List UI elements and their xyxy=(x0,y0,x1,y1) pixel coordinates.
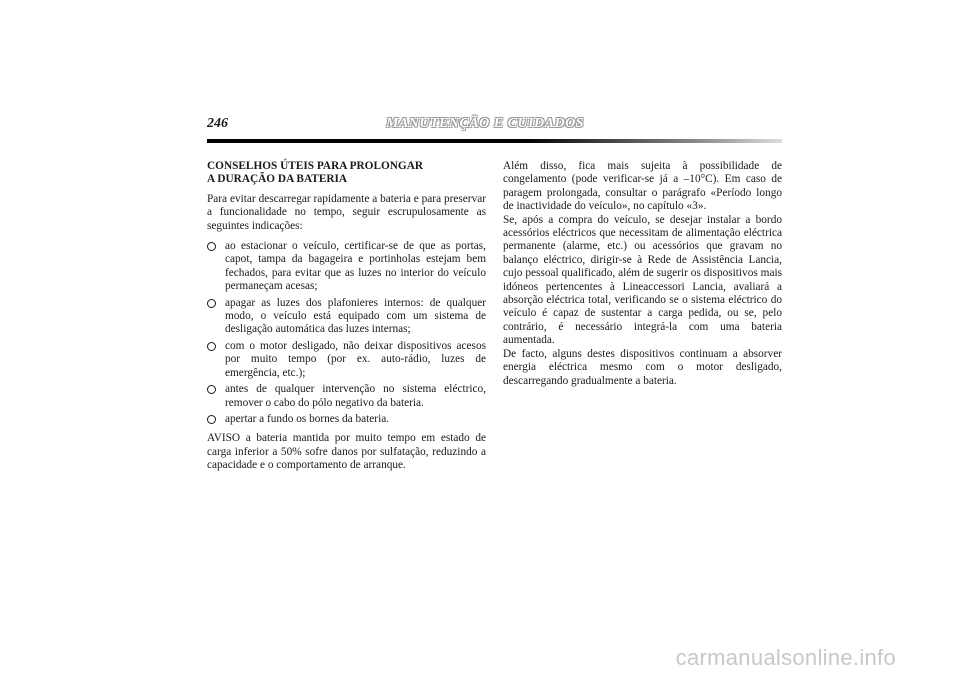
page-number: 246 xyxy=(207,116,228,131)
tips-list xyxy=(207,240,486,426)
header-rule xyxy=(207,139,782,143)
list-item-text: apagar as luzes dos plafonieres internos: de qualquer modo, o veículo está equipado com um sistema de desligação automática das luzes internas; xyxy=(225,296,486,336)
page-header xyxy=(207,116,782,138)
watermark: carmanualsonline.info xyxy=(675,645,896,670)
bullet-circle-icon xyxy=(207,299,216,308)
paragraph-absorption: De facto, alguns destes dispositivos continuam a absorver energia eléctrica mesmo com o motor desligado, descarregando gradualmente a bateria. xyxy=(503,347,782,387)
list-item xyxy=(207,240,486,294)
bullet-circle-icon xyxy=(207,242,216,251)
bullet-circle-icon xyxy=(207,385,216,394)
list-item xyxy=(207,297,486,337)
bullet-circle-icon xyxy=(207,415,216,424)
list-item xyxy=(207,340,486,380)
list-item-text: apertar a fundo os bornes da bateria. xyxy=(225,412,390,425)
heading-line-1: CONSELHOS ÚTEIS PARA PROLONGAR xyxy=(207,160,424,172)
intro-paragraph: Para evitar descarregar rapidamente a bateria e para preservar a funcionalidade no tempo, seguir escrupulosamente as seguintes indicações: xyxy=(207,192,486,232)
warning-paragraph: AVISO a bateria mantida por muito tempo em estado de carga inferior a 50% sofre danos por sulfatação, reduzindo a capacidade e o comportamento de arranque. xyxy=(207,432,486,472)
section-heading xyxy=(207,160,486,187)
section-title: MANUTENÇÃO E CUIDADOS xyxy=(386,116,584,131)
list-item-text: antes de qualquer intervenção no sistema eléctrico, remover o cabo do pólo negativo da bateria. xyxy=(225,383,486,409)
list-item-text: com o motor desligado, não deixar dispositivos acesos por muito tempo (por ex. auto-rádio, luzes de emergência, etc.); xyxy=(225,339,486,379)
paragraph-accessories: Se, após a compra do veículo, se desejar instalar a bordo acessórios eléctricos que necessitam de alimentação eléctrica permanente (alarme, etc.) ou acessórios que gravam no balanço eléctrico, dirigir-se à Rede de Assistência Lancia, cujo pessoal qualificado, além de sugerir os dispositivos mais idóneos pertencentes à Lineaccessori Lancia, avaliará a absorção eléctrica total, verificando se o sistema eléctrico do veículo é capaz de sustentar a carga pedida, ou se, pelo contrário, é necessário integrá-la com uma bateria aumentada. xyxy=(503,213,782,347)
heading-line-2: A DURAÇÃO DA BATERIA xyxy=(207,173,348,186)
list-item xyxy=(207,383,486,410)
paragraph-freezing: Além disso, fica mais sujeita à possibilidade de congelamento (pode verificar-se já a –10°C). Em caso de paragem prolongada, consultar o parágrafo «Período longo de inactividade do veículo», no capítulo «3». xyxy=(503,160,782,213)
bullet-circle-icon xyxy=(207,342,216,351)
left-column xyxy=(207,160,486,480)
right-column xyxy=(503,160,782,388)
list-item-text: ao estacionar o veículo, certificar-se de que as portas, capot, tampa da bagageira e portinholas estejam bem fechados, para evitar que as luzes no interior do veículo permaneçam acesas; xyxy=(225,240,486,293)
list-item xyxy=(207,413,486,426)
